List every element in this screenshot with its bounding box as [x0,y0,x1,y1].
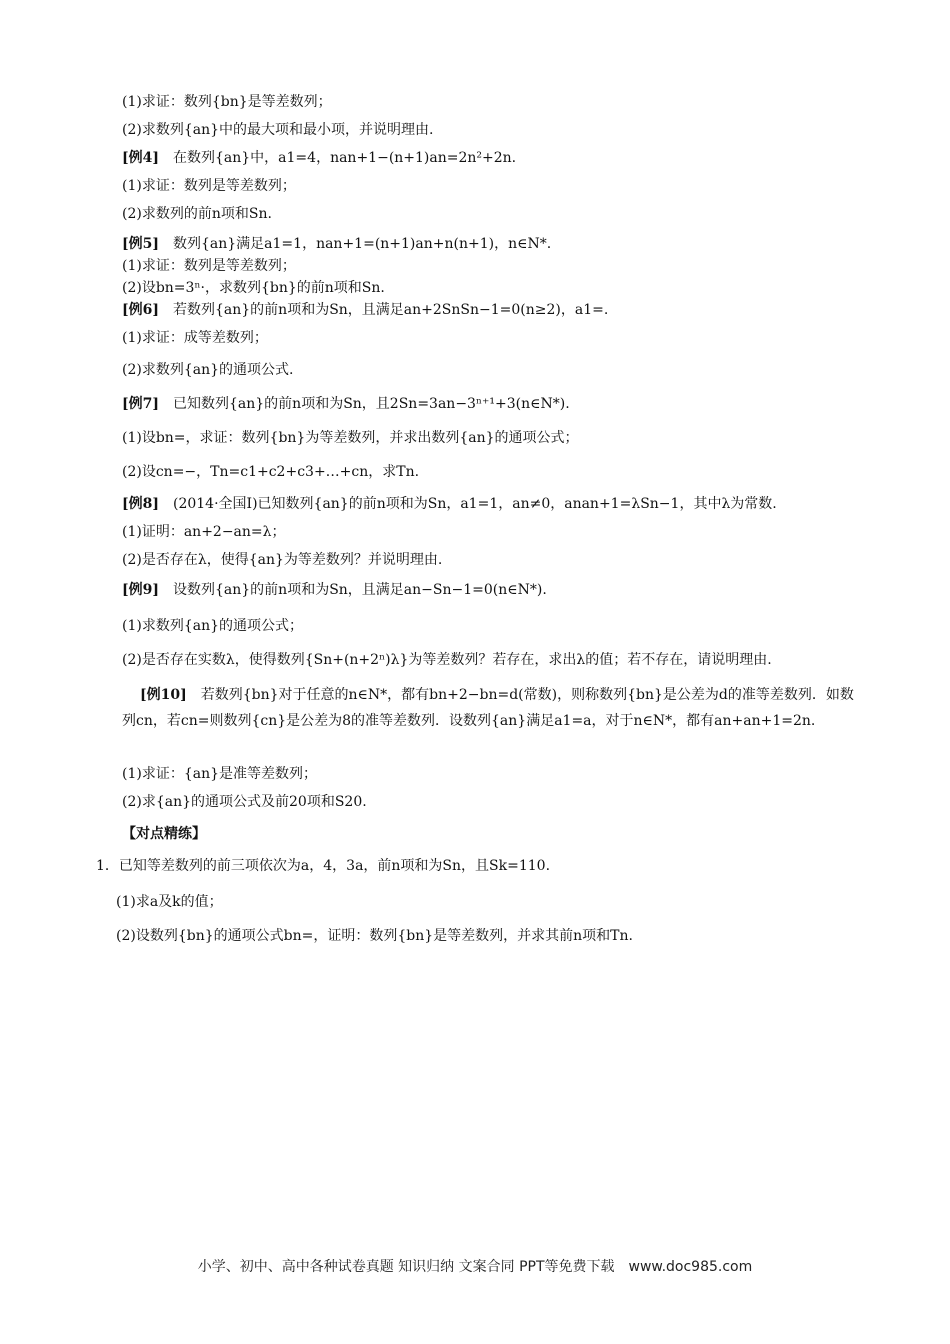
example-text: 在数列{an}中，a1=4，nan+1−(n+1)an=2n²+2n. [173,150,517,166]
text-line: (1)求数列{an}的通项公式； [122,618,304,634]
exercise-1: 1．已知等差数列的前三项依次为a，4，3a，前n项和为Sn，且Sk=110. [96,858,551,874]
example-text: 若数列{bn}对于任意的n∈N*，都有bn+2−bn=d(常数)，则称数列{bn}是公差为d的准等差数列．如数列cn，若cn=则数列{cn}是公差为8的准等差数列．设数列{an}满足a1=a，对于n∈N*，都有an+an+1=2n. [122,687,854,729]
example-9 [122,580,547,600]
text-line: (2)是否存在λ，使得{an}为等差数列？并说明理由. [122,552,443,568]
example-label: [例8] [122,496,159,512]
text-line: (2)是否存在实数λ，使得数列{Sn+(n+2ⁿ)λ}为等差数列？若存在，求出λ的值；若不存在，请说明理由. [122,652,772,668]
example-label: [例10] [140,687,187,703]
text-line: (1)证明：an+2−an=λ； [122,524,286,540]
text-line: (2)求数列{an}中的最大项和最小项，并说明理由. [122,122,434,138]
example-label: [例6] [122,302,159,318]
text-line: (1)设bn=，求证：数列{bn}为等差数列，并求出数列{an}的通项公式； [122,430,579,446]
text-line: (2)求数列的前n项和Sn. [122,206,272,222]
example-6 [122,300,608,320]
text-line: (2)求{an}的通项公式及前20项和S20. [122,794,367,810]
example-5 [122,234,551,254]
text-line: (1)求证：数列{bn}是等差数列； [122,94,332,110]
example-4 [122,148,516,168]
example-text: 设数列{an}的前n项和为Sn，且满足an−Sn−1=0(n∈N*). [173,582,547,598]
example-label: [例9] [122,582,159,598]
text-line: (2)设数列{bn}的通项公式bn=，证明：数列{bn}是等差数列，并求其前n项和Tn. [116,928,633,944]
example-label: [例7] [122,396,159,412]
section-heading: 【对点精练】 [122,826,206,842]
text-line: (2)求数列{an}的通项公式. [122,362,294,378]
example-text: 已知数列{an}的前n项和为Sn，且2Sn=3an−3ⁿ⁺¹+3(n∈N*). [173,396,570,412]
example-text: 数列{an}满足a1=1，nan+1=(n+1)an+n(n+1)，n∈N*. [173,236,552,252]
text-line: (1)求证：成等差数列； [122,330,268,346]
page-footer: 小学、初中、高中各种试卷真题 知识归纳 文案合同 PPT等免费下载 www.doc985.com [197,1259,753,1275]
example-7 [122,394,570,414]
example-text: (2014·全国Ⅰ)已知数列{an}的前n项和为Sn，a1=1，an≠0，anan+1=λSn−1，其中λ为常数. [173,496,777,512]
example-label: [例4] [122,150,159,166]
text-line: (1)求a及k的值； [116,894,223,910]
example-10 [122,682,862,734]
text-line: (1)求证：{an}是准等差数列； [122,766,318,782]
example-8 [122,494,777,514]
text-line: (1)求证：数列是等差数列； [122,178,296,194]
text-line: (1)求证：数列是等差数列； [122,258,296,274]
text-line: (2)设cn=−，Tn=c1+c2+c3+…+cn，求Tn. [122,464,420,480]
text-line: (2)设bn=3ⁿ·，求数列{bn}的前n项和Sn. [122,280,385,296]
example-text: 若数列{an}的前n项和为Sn，且满足an+2SnSn−1=0(n≥2)，a1=. [173,302,609,318]
example-label: [例5] [122,236,159,252]
